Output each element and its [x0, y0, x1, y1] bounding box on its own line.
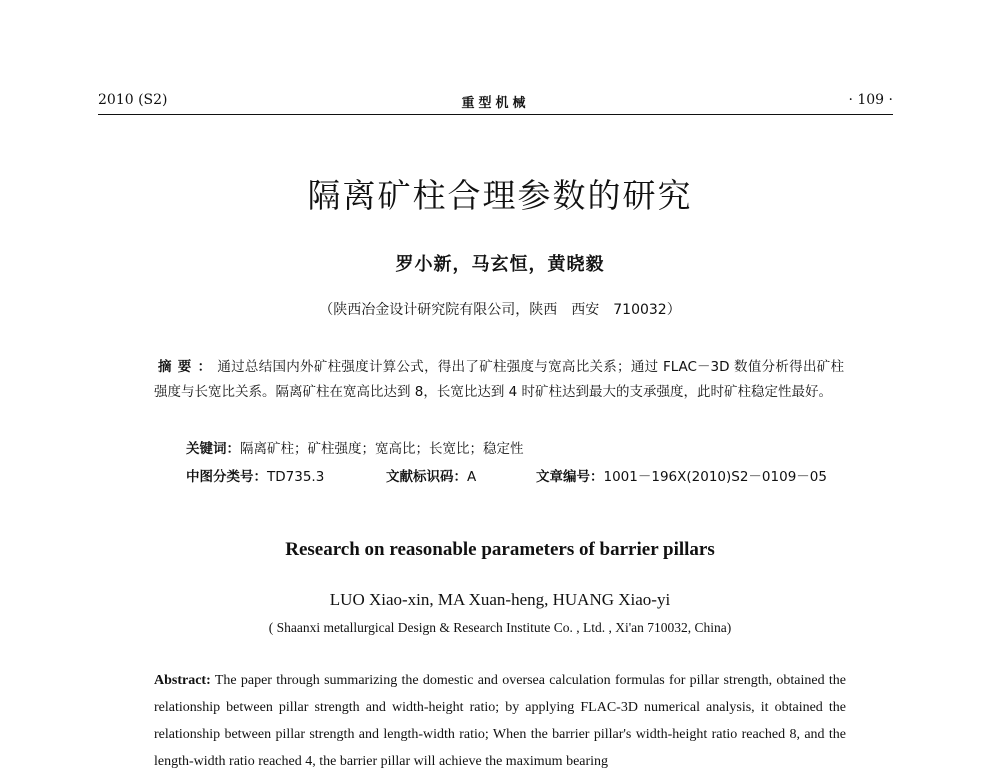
paper-title-en: Research on reasonable parameters of barrier pillars: [285, 539, 715, 560]
doc-code-label: 文献标识码：: [386, 469, 467, 485]
clc-label: 中图分类号：: [186, 469, 267, 485]
keywords-cn-label: 关键词：: [186, 441, 240, 457]
clc-value: TD735.3: [267, 469, 325, 485]
abstract-en-text: The paper through summarizing the domestic and oversea calculation formulas for pillar strength, obtained the relationship between pillar strength and width-height ratio; by applying FLAC-3D numerical analysis, it obtained the relationship between pillar strength and length-width ratio; When the barrier pillar's width-height ratio reached 8, and the length-width ratio reached 4, the barrier pillar will achieve the maximum bearing: [154, 673, 846, 769]
issue-label: 2010 (S2): [98, 92, 168, 108]
abstract-en-label: Abstract:: [154, 673, 211, 688]
affiliation-en: ( Shaanxi metallurgical Design & Research Institute Co. , Ltd. , Xi'an 710032, China): [268, 620, 732, 635]
classification-line: [186, 465, 846, 485]
abstract-cn: [154, 355, 844, 405]
abstract-cn-text: 通过总结国内外矿柱强度计算公式，得出了矿柱强度与宽高比关系；通过 FLAC－3D 数值分析得出矿柱强度与长宽比关系。隔离矿柱在宽高比达到 8，长宽比达到 4 时矿柱达到最大的支承强度，此时矿柱稳定性最好。: [154, 359, 845, 400]
running-header: [98, 88, 893, 115]
abstract-en: [154, 667, 846, 775]
affiliation-cn: （陕西冶金设计研究院有限公司，陕西 西安 710032）: [319, 302, 681, 318]
paper-title-cn: 隔离矿柱合理参数的研究: [307, 176, 693, 215]
article-no-value: 1001－196X(2010)S2－0109－05: [603, 469, 827, 485]
journal-name: 重型机械: [461, 96, 530, 111]
keywords-cn: [186, 437, 524, 457]
abstract-cn-label: 摘要：: [158, 359, 218, 375]
page-number: · 109 ·: [848, 92, 893, 108]
article-no-label: 文章编号：: [536, 469, 604, 485]
authors-en: LUO Xiao-xin, MA Xuan-heng, HUANG Xiao-yi: [329, 590, 671, 609]
keywords-cn-text: 隔离矿柱；矿柱强度；宽高比；长宽比；稳定性: [240, 441, 524, 457]
doc-code-value: A: [467, 469, 477, 485]
authors-cn: 罗小新，马玄恒，黄晓毅: [395, 254, 605, 275]
